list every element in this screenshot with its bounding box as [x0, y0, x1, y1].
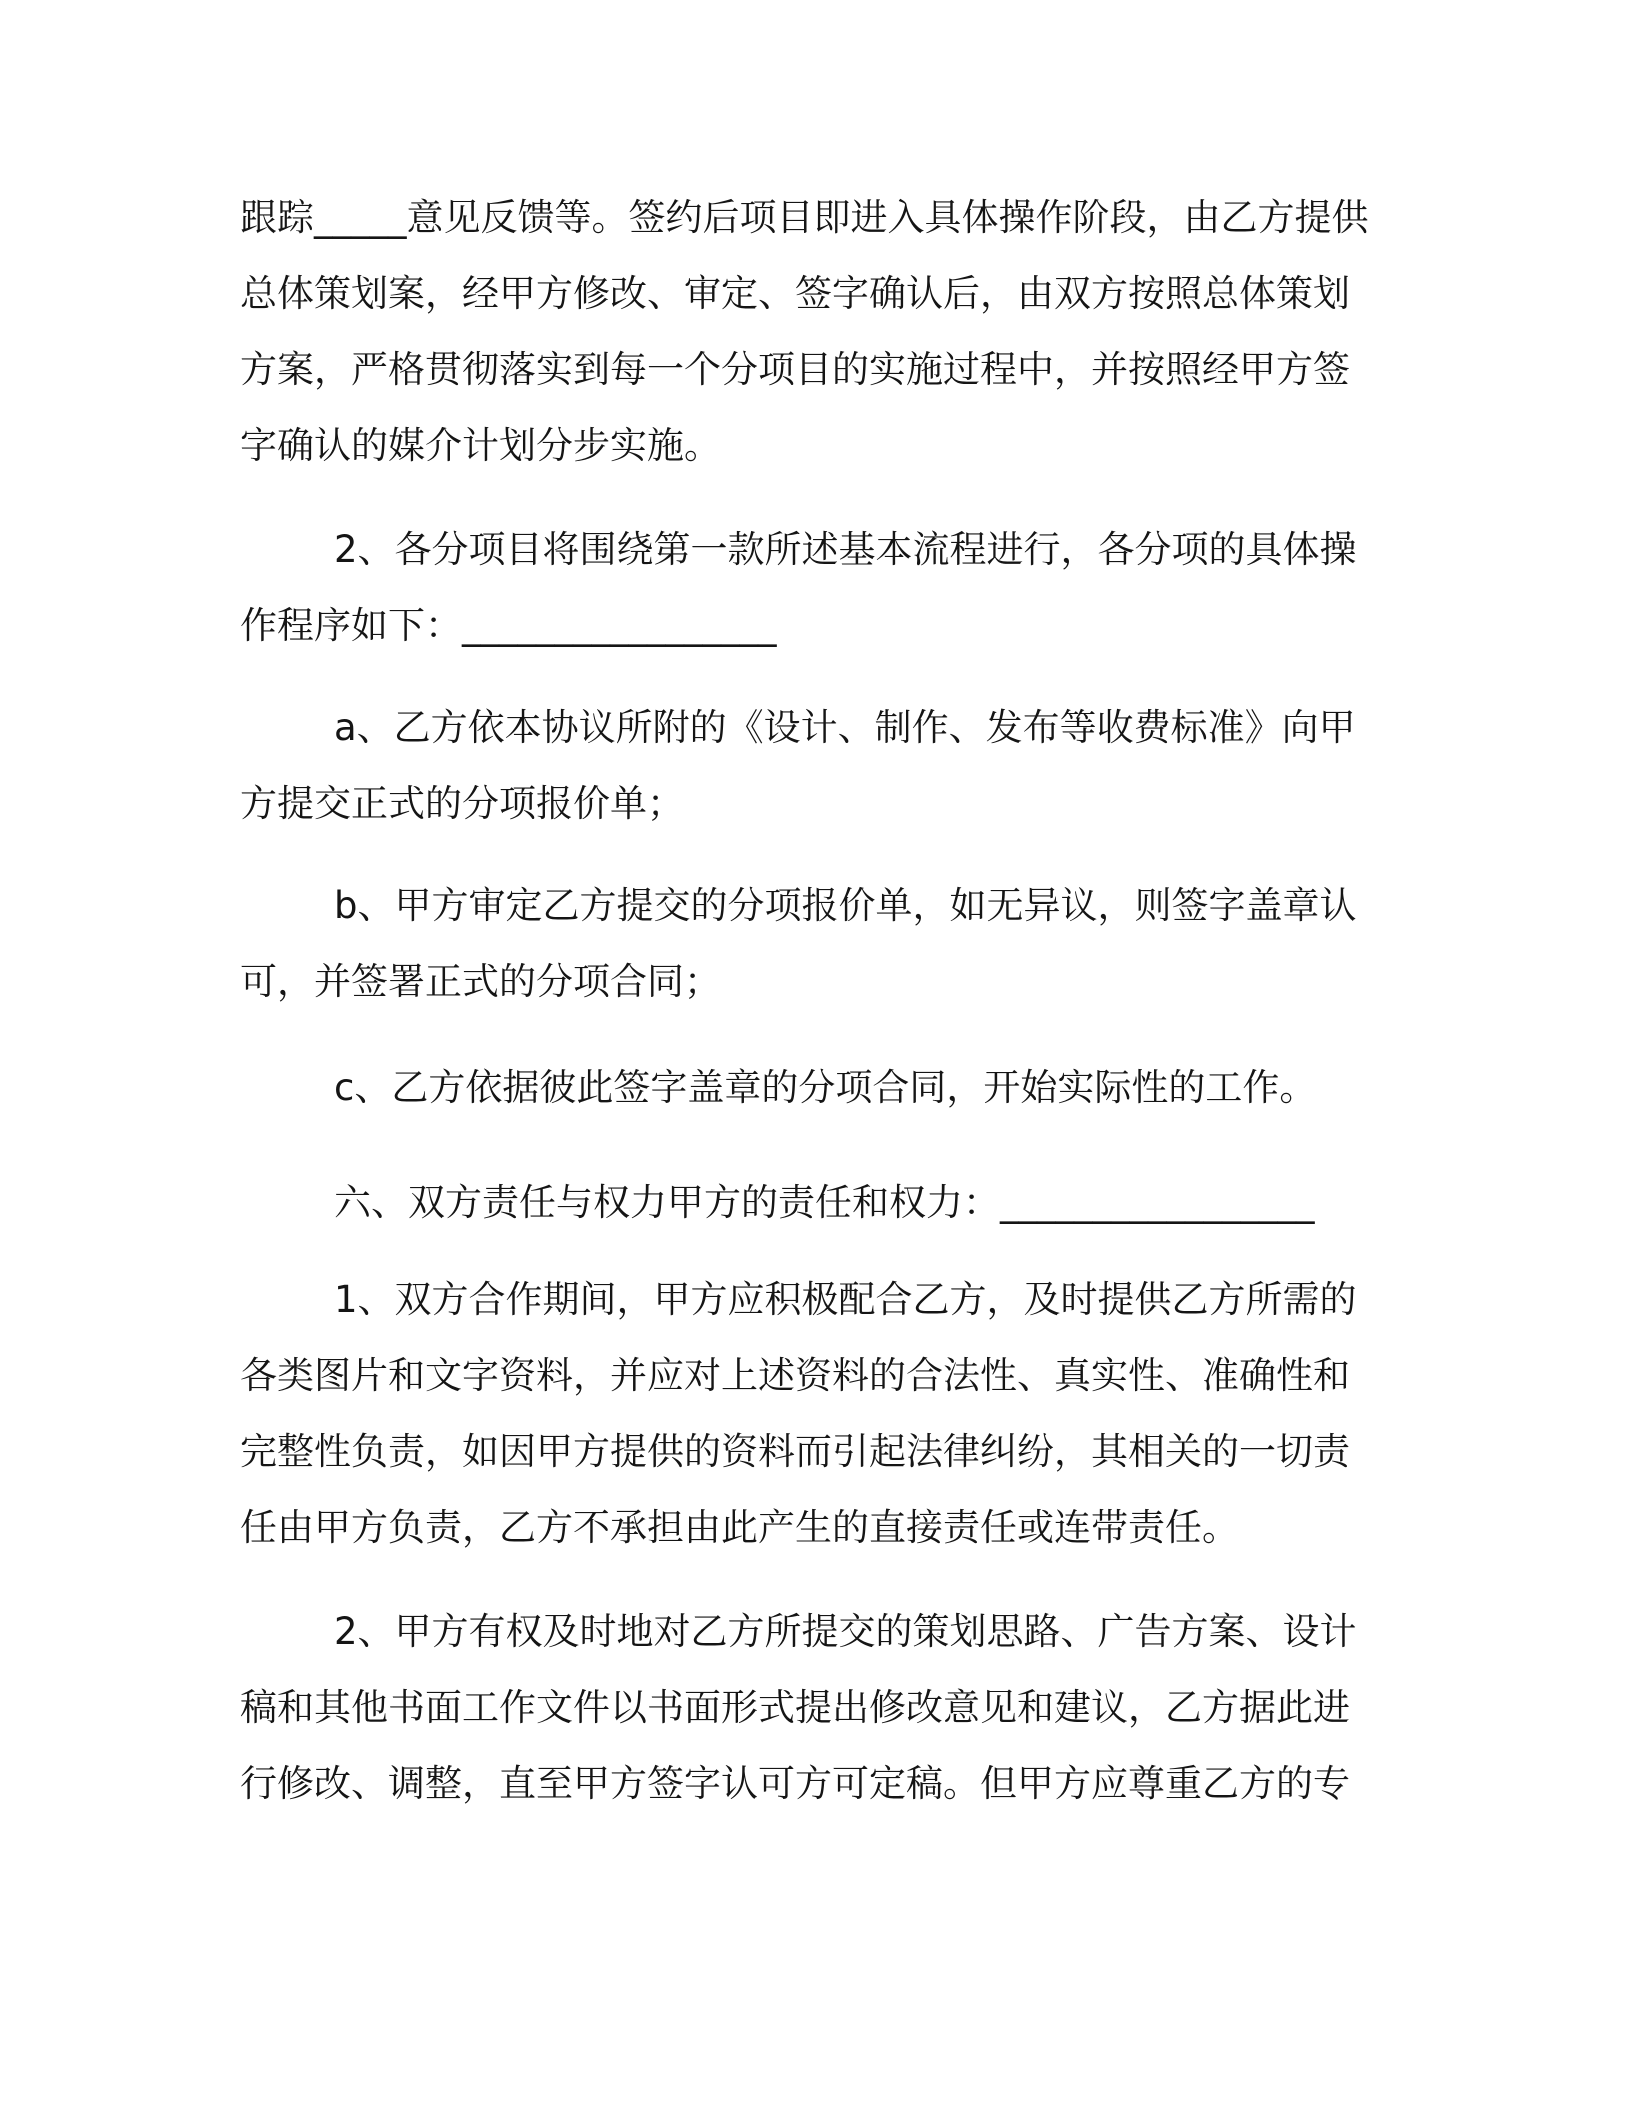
text-line: a、乙方依本协议所附的《设计、制作、发布等收费标准》向甲	[334, 706, 1356, 749]
text-line: b、甲方审定乙方提交的分项报价单，如无异议，则签字盖章认	[334, 884, 1357, 927]
paragraph-item-c	[240, 1050, 1400, 1126]
text-line: 各类图片和文字资料，并应对上述资料的合法性、真实性、准确性和	[240, 1354, 1350, 1397]
text-line: 作程序如下：_________________	[240, 604, 777, 647]
paragraph-responsibility-1	[240, 1262, 1400, 1566]
text-line: 完整性负责，如因甲方提供的资料而引起法律纠纷，其相关的一切责	[240, 1430, 1350, 1473]
paragraph-item-a	[240, 690, 1400, 842]
text-line: 任由甲方负责，乙方不承担由此产生的直接责任或连带责任。	[240, 1506, 1239, 1549]
text-line: 行修改、调整，直至甲方签字认可方可定稿。但甲方应尊重乙方的专	[240, 1762, 1350, 1805]
text-line: 字确认的媒介计划分步实施。	[240, 424, 721, 467]
text-line: 总体策划案，经甲方修改、审定、签字确认后，由双方按照总体策划	[240, 272, 1350, 315]
text-line: 2、甲方有权及时地对乙方所提交的策划思路、广告方案、设计	[334, 1610, 1357, 1653]
paragraph-item-b	[240, 868, 1400, 1020]
text-line: 跟踪_____意见反馈等。签约后项目即进入具体操作阶段，由乙方提供	[240, 196, 1369, 239]
text-line: 稿和其他书面工作文件以书面形式提出修改意见和建议，乙方据此进	[240, 1686, 1350, 1729]
text-line: c、乙方依据彼此签字盖章的分项合同，开始实际性的工作。	[334, 1066, 1317, 1109]
text-line: 方提交正式的分项报价单；	[240, 782, 684, 825]
text-line: 可，并签署正式的分项合同；	[240, 960, 721, 1003]
paragraph-workflow-continuation	[240, 180, 1400, 484]
text-line: 1、双方合作期间，甲方应积极配合乙方，及时提供乙方所需的	[334, 1278, 1357, 1321]
paragraph-item-2-procedure	[240, 512, 1400, 664]
paragraph-responsibility-2	[240, 1594, 1400, 1822]
section-heading-6	[240, 1165, 1400, 1241]
text-line: 2、各分项目将围绕第一款所述基本流程进行，各分项的具体操	[334, 528, 1357, 571]
text-line: 六、双方责任与权力甲方的责任和权力：_________________	[334, 1181, 1315, 1224]
text-line: 方案，严格贯彻落实到每一个分项目的实施过程中，并按照经甲方签	[240, 348, 1350, 391]
